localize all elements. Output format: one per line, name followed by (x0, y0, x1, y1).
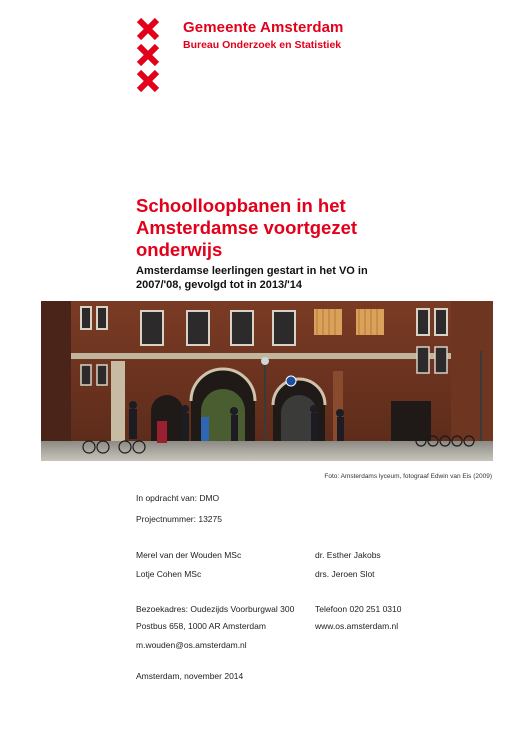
andreas-cross-icon (136, 18, 160, 40)
amsterdam-logo-crosses (136, 18, 162, 96)
andreas-cross-icon (136, 44, 160, 66)
report-subtitle (136, 264, 436, 292)
photo-caption: Foto: Amsterdams lyceum, fotograaf Edwin van Eis (2009) (324, 473, 492, 480)
website-link[interactable]: www.os.amsterdam.nl (315, 621, 399, 631)
title-line: Schoolloopbanen in het (136, 195, 346, 216)
andreas-cross-icon (136, 70, 160, 92)
subtitle-line: Amsterdamse leerlingen gestart in het VO in (136, 265, 368, 277)
organization-department: Bureau Onderzoek en Statistiek (183, 39, 342, 51)
author-name: drs. Jeroen Slot (315, 569, 375, 579)
report-title (136, 195, 436, 261)
author-name: Merel van der Wouden MSc (136, 550, 242, 560)
organization-name: Gemeente Amsterdam (183, 19, 344, 36)
school-building-image (41, 301, 493, 461)
author-name: Lotje Cohen MSc (136, 569, 202, 579)
subtitle-line: 2007/'08, gevolgd tot in 2013/'14 (136, 279, 303, 291)
phone-number: Telefoon 020 251 0310 (315, 604, 402, 614)
place-date: Amsterdam, november 2014 (136, 671, 244, 681)
cover-photo (41, 301, 493, 461)
organization-block (183, 19, 343, 51)
title-line: onderwijs (136, 239, 223, 260)
email-link[interactable]: m.wouden@os.amsterdam.nl (136, 640, 247, 650)
project-number: Projectnummer: 13275 (136, 514, 222, 524)
visit-address: Bezoekadres: Oudezijds Voorburgwal 300 (136, 604, 295, 614)
author-name: dr. Esther Jakobs (315, 550, 381, 560)
commissioned-by: In opdracht van: DMO (136, 493, 220, 503)
postal-address: Postbus 658, 1000 AR Amsterdam (136, 621, 266, 631)
title-line: Amsterdamse voortgezet (136, 217, 358, 238)
